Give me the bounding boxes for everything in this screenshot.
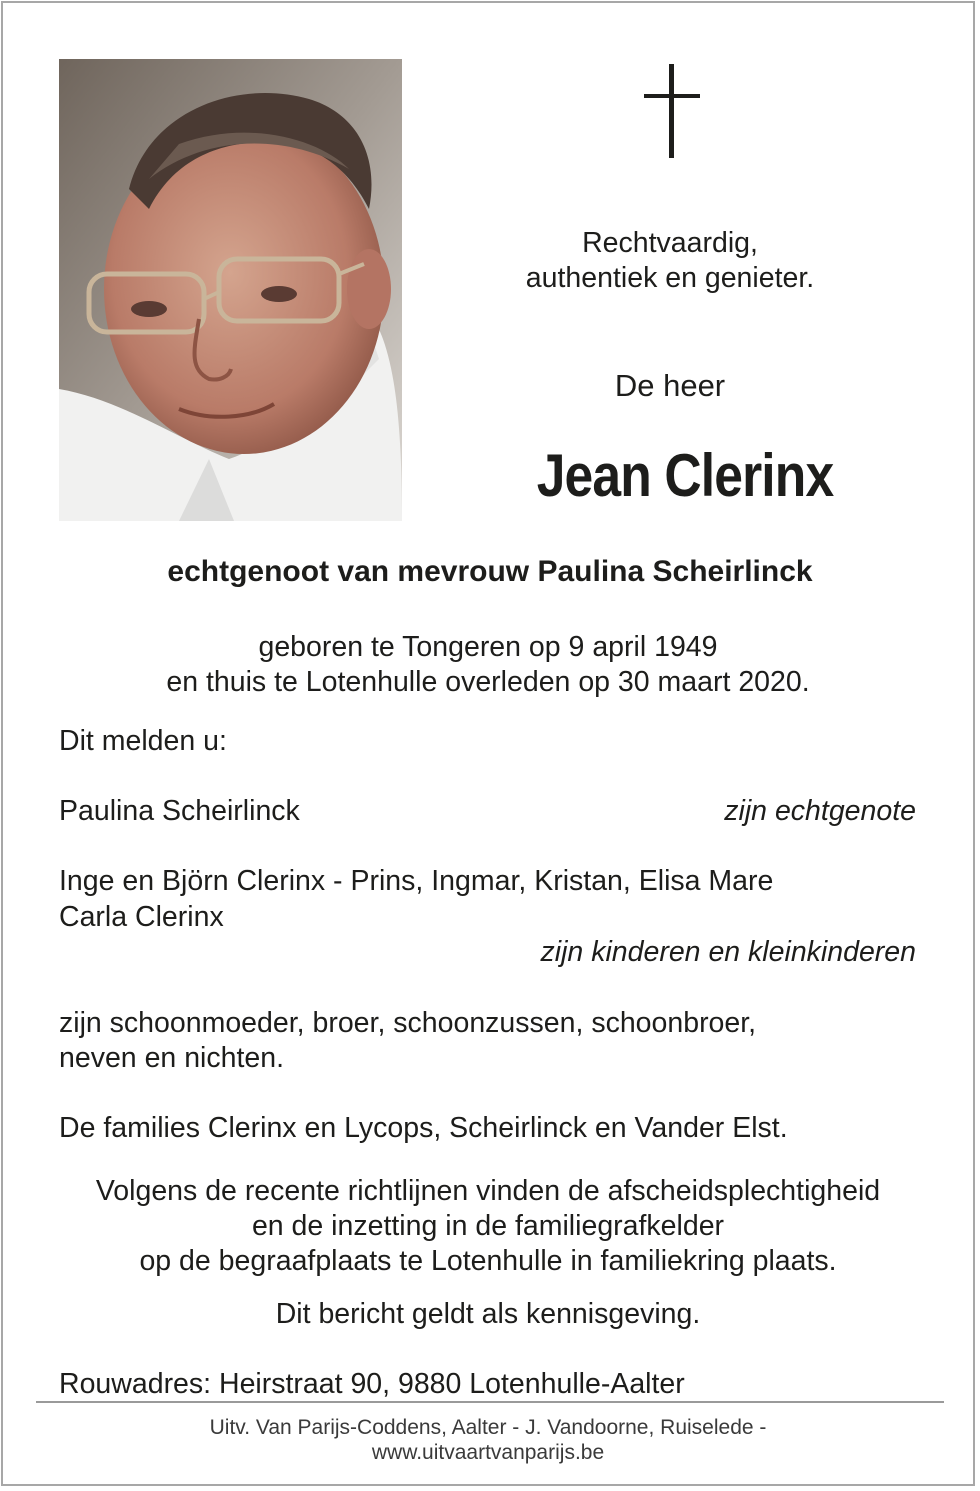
mourner-name: Paulina Scheirlinck bbox=[59, 795, 300, 827]
motto bbox=[470, 226, 870, 296]
funeral-info bbox=[0, 1174, 976, 1279]
deceased-name: Jean Clerinx bbox=[536, 442, 834, 509]
undertaker-website[interactable]: www.uitvaartvanparijs.be bbox=[371, 1441, 605, 1464]
cross-icon bbox=[644, 64, 700, 158]
motto-line: authentiek en genieter. bbox=[525, 262, 815, 294]
death-line: en thuis te Lotenhulle overleden op 30 maart 2020. bbox=[166, 666, 810, 698]
mourner-relation: zijn kinderen en kleinkinderen bbox=[540, 936, 916, 968]
honorific: De heer bbox=[614, 368, 726, 403]
birth-line: geboren te Tongeren op 9 april 1949 bbox=[258, 631, 718, 663]
funeral-line: en de inzetting in de familiegrafkelder bbox=[251, 1210, 725, 1242]
undertaker-footer bbox=[0, 1415, 976, 1465]
portrait-photo bbox=[59, 59, 402, 521]
mourner-name: Inge en Björn Clerinx - Prins, Ingmar, Kristan, Elisa Mare bbox=[59, 865, 774, 897]
families-line: De families Clerinx en Lycops, Scheirlinck en Vander Elst. bbox=[59, 1112, 788, 1144]
motto-line: Rechtvaardig, bbox=[582, 227, 758, 259]
relatives-line: zijn schoonmoeder, broer, schoonzussen, schoonbroer, bbox=[59, 1007, 757, 1039]
funeral-line: Volgens de recente richtlijnen vinden de afscheidsplechtigheid bbox=[95, 1175, 881, 1207]
mourner-relation: zijn echtgenote bbox=[724, 795, 916, 827]
mourner-name: Carla Clerinx bbox=[59, 901, 224, 933]
relatives-line: neven en nichten. bbox=[59, 1042, 285, 1074]
notice-line: Dit bericht geldt als kennisgeving. bbox=[275, 1298, 701, 1330]
funeral-line: op de begraafplaats te Lotenhulle in familiekring plaats. bbox=[139, 1245, 837, 1277]
spouse-line: echtgenoot van mevrouw Paulina Scheirlinck bbox=[167, 555, 813, 588]
life-dates bbox=[0, 630, 976, 700]
footer-divider bbox=[36, 1401, 944, 1403]
undertaker-name: Uitv. Van Parijs-Coddens, Aalter - J. Vandoorne, Ruiselede - bbox=[209, 1416, 767, 1439]
announcement-intro: Dit melden u: bbox=[59, 725, 227, 757]
mourning-address: Rouwadres: Heirstraat 90, 9880 Lotenhulle-Aalter bbox=[59, 1368, 685, 1400]
